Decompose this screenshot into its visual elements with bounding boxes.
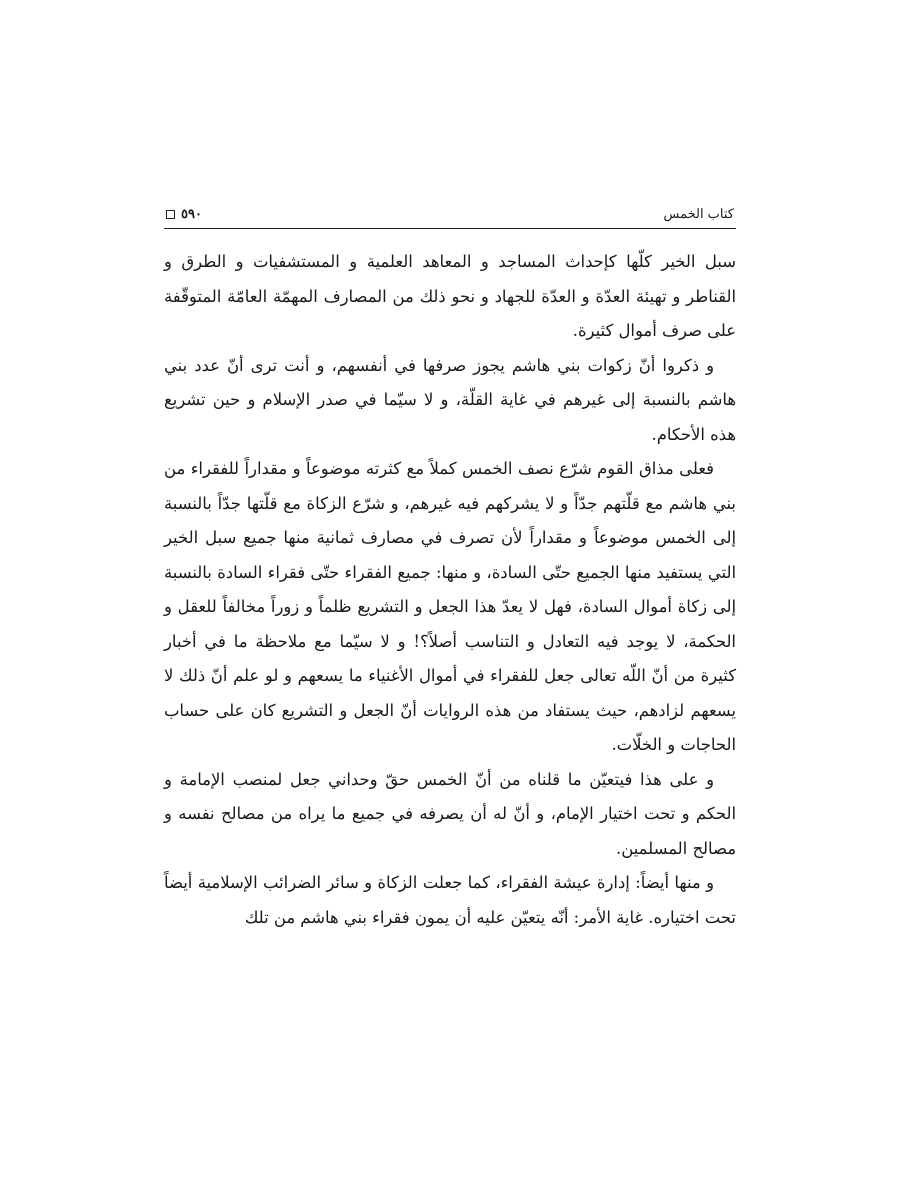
paragraph-3: فعلى مذاق القوم شرّع نصف الخمس كملاً مع كثرته موضوعاً و مقداراً للفقراء من بني هاشم مع قلّتهم جدّاً و لا يشركهم فيه غيرهم، و شرّع الزكاة مع قلّتها جدّاً بالنسبة إلى الخمس موضوعاً و مقداراً لأن تصرف في مصارف ثمانية منها جميع سبل الخير التي يستفيد منها الجميع حتّى السادة، و منها: جميع الفقراء حتّى فقراء السادة بالنسبة إلى زكاة أموال السادة، فهل لا يعدّ هذا الجعل و التشريع ظلماً و زوراً مخالفاً للعقل و الحكمة، لا يوجد فيه التعادل و التناسب أصلاً؟! و لا سيّما مع ملاحظة ما في أخبار كثيرة من أنّ اللّه تعالى جعل للفقراء في أموال الأغنياء ما يسعهم و لو علم أنّ ذلك لا يسعهم لزادهم، حيث يستفاد من هذه الروايات أنّ الجعل و التشريع كان على حساب الحاجات و الخلّات. [164,459,736,754]
page-number-group [166,207,202,222]
running-header [164,198,736,229]
square-icon [166,210,175,219]
body-text [164,245,736,935]
book-page [164,198,736,935]
paragraph-1: سبل الخير كلّها كإحداث المساجد و المعاهد العلمية و المستشفيات و الطرق و القناطر و تهيئة العدّة و العدّة للجهاد و نحو ذلك من المصارف المهمّة العامّة المتوقّفة على صرف أموال كثيرة. [164,252,736,340]
paragraph-4: و على هذا فيتعيّن ما قلناه من أنّ الخمس حقّ وحداني جعل لمنصب الإمامة و الحكم و تحت اختيار الإمام، و أنّ له أن يصرفه في جميع ما يراه من مصالح نفسه و مصالح المسلمين. [164,769,736,858]
paragraph-5: و منها أيضاً: إدارة عيشة الفقراء، كما جعلت الزكاة و سائر الضرائب الإسلامية أيضاً تحت اختياره. غاية الأمر: أنّه يتعيّن عليه أن يمون فقراء بني هاشم من تلك [164,873,736,927]
paragraph-2: و ذكروا أنّ زكوات بني هاشم يجوز صرفها في أنفسهم، و أنت ترى أنّ عدد بني هاشم بالنسبة إلى غيرهم في غاية القلّة، و لا سيّما في صدر الإسلام و حين تشريع هذه الأحكام. [164,355,736,444]
book-title: كتاب الخمس [663,207,734,222]
page-number: ٥٩٠ [181,207,202,222]
